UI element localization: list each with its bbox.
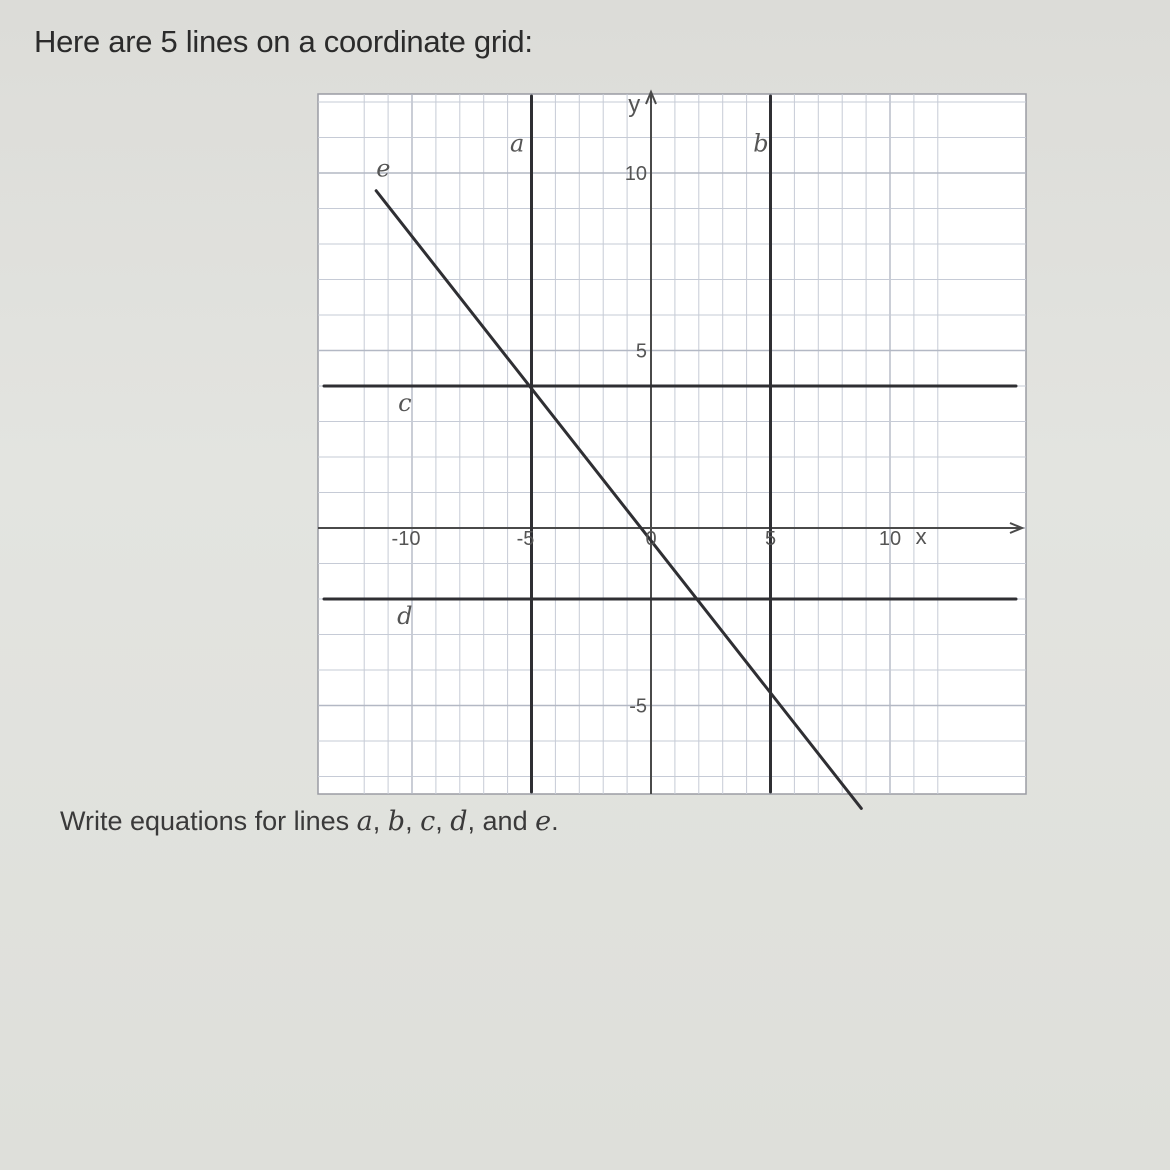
x-tick-label: -10 xyxy=(391,528,421,550)
instruction-comma: , xyxy=(405,806,421,836)
instruction-var-a: a xyxy=(356,806,373,837)
y-tick-label: -5 xyxy=(629,695,647,718)
x-tick-label: 10 xyxy=(878,528,902,550)
instruction-prefix: Write equations for lines xyxy=(60,806,357,836)
x-tick-label: 5 xyxy=(764,528,777,550)
y-tick-label: 10 xyxy=(624,163,647,185)
grid-background xyxy=(318,94,1026,794)
instruction-var-b: b xyxy=(387,806,406,837)
y-tick-label: 5 xyxy=(635,340,647,363)
line-label-b: b xyxy=(753,129,769,158)
x-axis-label: x xyxy=(915,524,927,549)
instruction-and: , and xyxy=(467,806,536,836)
question-instruction xyxy=(60,806,559,837)
line-label-e: e xyxy=(376,154,391,183)
y-axis-label: y xyxy=(628,91,641,118)
instruction-comma: , xyxy=(372,806,388,836)
instruction-var-d: d xyxy=(450,806,468,837)
instruction-var-e: e xyxy=(535,806,552,837)
line-label-a: a xyxy=(510,129,525,158)
instruction-comma: , xyxy=(435,806,451,836)
question-heading: Here are 5 lines on a coordinate grid: xyxy=(34,24,533,59)
line-label-d: d xyxy=(397,601,413,630)
x-tick-label: -5 xyxy=(516,528,535,550)
x-tick-label: 0 xyxy=(645,528,657,550)
instruction-var-c: c xyxy=(420,806,436,837)
line-label-c: c xyxy=(398,388,412,417)
instruction-suffix: . xyxy=(551,806,559,836)
